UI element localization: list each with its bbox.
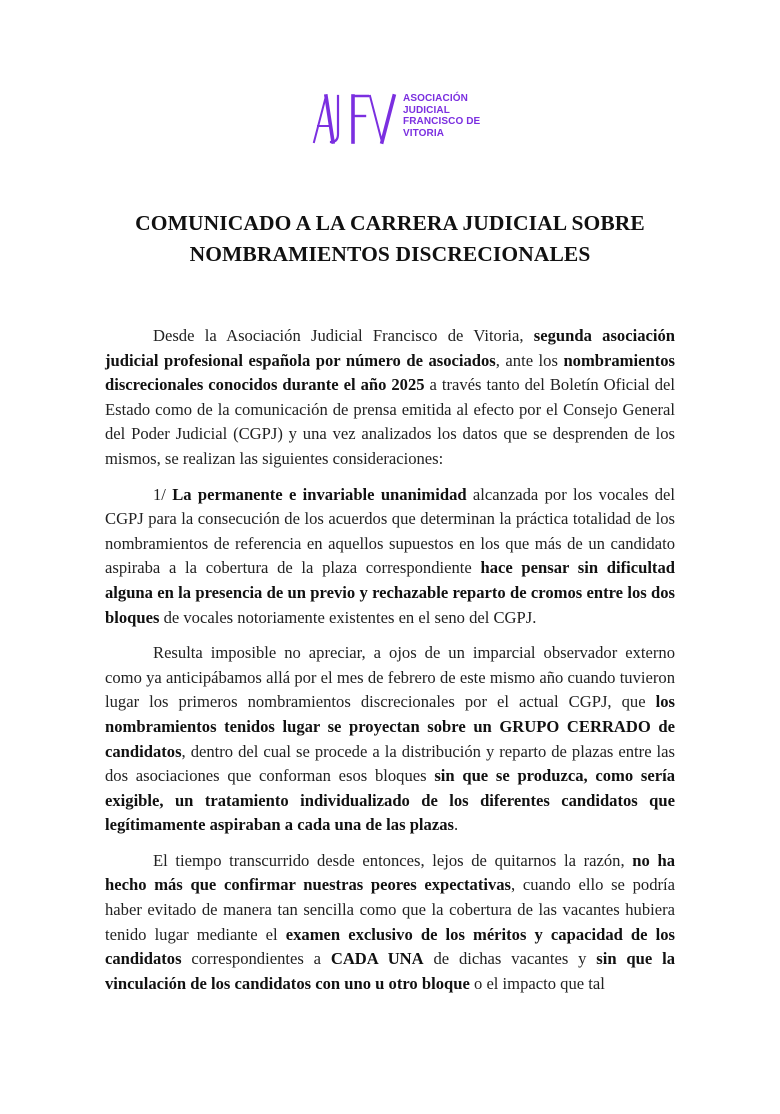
logo-line: ASOCIACIÓN (403, 93, 468, 104)
ajfv-logo (310, 88, 490, 152)
paragraph-tiempo-transcurrido (105, 849, 675, 997)
bold-text-run: sin que se produzca, como sería exigible, un tratamiento individualizado de los diferentes candidatos que legítimamente aspiraban a cada una de las plazas (105, 766, 675, 835)
text-run: o el impacto que tal (469, 973, 605, 993)
text-run: El tiempo transcurrido desde entonces, lejos de quitarnos la razón, (153, 850, 633, 870)
text-run: de dichas vacantes y (423, 949, 597, 969)
bold-text-run: nombramientos discrecionales conocidos durante el año 2025 (105, 350, 675, 395)
text-run: 1/ (153, 484, 173, 504)
document-title (100, 208, 680, 270)
bold-text-run: segunda asociación judicial profesional española por número de asociados (105, 326, 676, 370)
text-run: Resulta imposible no apreciar, a ojos de un imparcial observador externo como ya anticipábamos allá por el mes de febrero de este mismo año cuando tuvieron lugar los primeros nombramientos discrecionales por el actual CGPJ, que (105, 643, 675, 712)
text-run: , cuando ello se podría haber evitado de manera tan sencilla como que la cobertura de las vacantes hubiera tenido lugar mediante el (105, 875, 675, 944)
text-run: a través tanto del Boletín Oficial del Estado como de la comunicación de prensa emitida al efecto por el Consejo General del Poder Judicial (CGPJ) y una vez analizados los datos que se desprenden de los mismos, se realizan las siguientes consideraciones: (105, 375, 675, 468)
text-run: correspondientes a (181, 949, 331, 969)
title-line-2: NOMBRAMIENTOS DISCRECIONALES (189, 242, 591, 266)
text-run: de vocales notoriamente existentes en el seno del CGPJ. (159, 607, 537, 627)
bold-text-run: los nombramientos tenidos lugar se proyectan sobre un GRUPO CERRADO de candidatos (105, 692, 675, 761)
bold-text-run: CADA UNA (330, 949, 424, 969)
logo-line: FRANCISCO DE (403, 116, 481, 127)
text-run: Desde la Asociación Judicial Francisco de Vitoria, (153, 326, 534, 345)
paragraph-point-1 (105, 483, 675, 631)
bold-text-run: sin que la vinculación de los candidatos con uno u otro bloque (105, 949, 675, 993)
logo-line: JUDICIAL (403, 104, 450, 116)
text-run: , dentro del cual se procede a la distribución y reparto de plazas entre las dos asociaciones que conforman esos bloques (105, 741, 675, 786)
bold-text-run: hace pensar sin dificultad alguna en la presencia de un previo y rechazable reparto de cromos entre los dos bloques (105, 558, 675, 627)
text-run: alcanzada por los vocales del CGPJ para la consecución de los acuerdos que determinan la práctica totalidad de los nombramientos de referencia en aquellos supuestos en los que más de un candidato aspiraba a la cobertura de la plaza correspondiente (105, 484, 675, 578)
paragraph-grupo-cerrado (105, 641, 675, 838)
bold-text-run: La permanente e invariable unanimidad (172, 484, 467, 504)
bold-text-run: no ha hecho más que confirmar nuestras peores expectativas (105, 850, 675, 895)
logo-wordmark (403, 93, 480, 139)
ajfv-monogram-icon (310, 88, 402, 148)
text-run: , ante los (495, 350, 564, 370)
text-run: . (453, 815, 459, 835)
document-body (105, 324, 675, 1007)
title-line-1: COMUNICADO A LA CARRERA JUDICIAL SOBRE (135, 211, 645, 235)
logo-line: VITORIA (403, 127, 445, 139)
paragraph-intro (105, 324, 675, 472)
bold-text-run: examen exclusivo de los méritos y capacidad de los candidatos (105, 924, 675, 969)
